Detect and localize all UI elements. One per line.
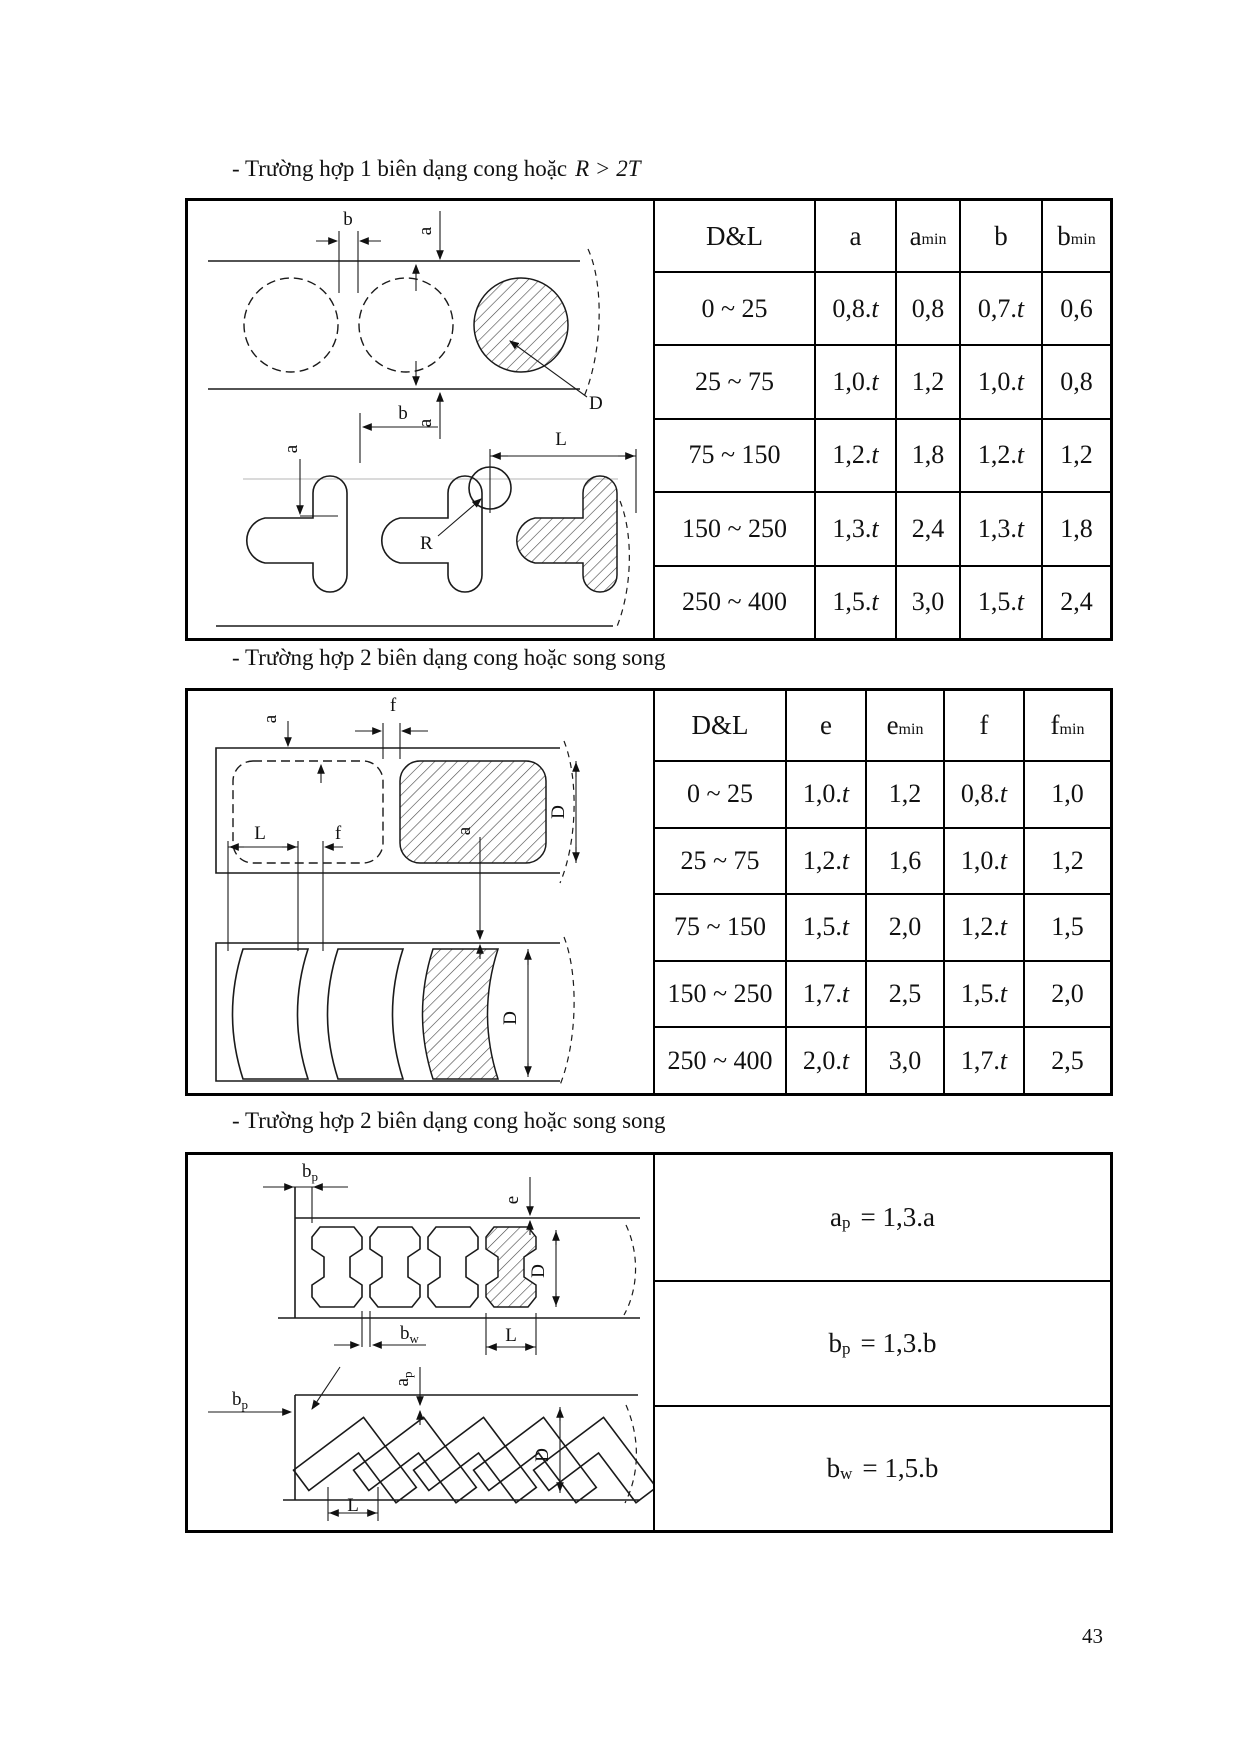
range-cell: 0 ~ 25 [655,760,785,827]
section2-title-text: - Trường hợp 2 biên dạng cong hoặc song song [232,645,666,670]
dim-label-D-top: D [528,1264,549,1278]
dim-label-bp-top: $b_p$ [302,1161,318,1184]
dim-label-a-top: a [415,226,436,236]
value-cell: 3,0 [895,565,959,638]
range-cell: 0 ~ 25 [655,271,814,344]
value-cell: 1,3. t [814,491,895,564]
dim-label-L-bottom: L [347,1495,359,1516]
circular-blanks-strip-diagram [188,201,653,638]
chevron-blanks [291,1409,653,1505]
section2-box [185,688,1113,1096]
range-cell: 25 ~ 75 [655,827,785,894]
arc-segment-blanks [233,949,499,1079]
dim-label-L-top: L [505,1325,517,1346]
dim-label-e: e [502,1195,523,1205]
rounded-blanks [233,761,546,863]
col-header: a min [895,201,959,271]
section2-title [232,645,666,671]
value-cell: 1,5. t [943,960,1023,1027]
value-cell: 1,8 [895,418,959,491]
col-header: f min [1023,691,1110,760]
value-cell: 1,0. t [814,344,895,417]
dim-label-D: D [589,393,603,414]
col-header: b [959,201,1041,271]
value-cell: 1,0. t [943,827,1023,894]
col-header: b min [1041,201,1110,271]
value-cell: 2,0 [865,893,943,960]
value-cell: 1,5 [1023,893,1110,960]
strip-outline [278,1187,640,1503]
dim-label-bp-bottom: $b_p$ [232,1389,248,1412]
dim-label-R: R [420,533,433,554]
section1-title-text: - Trường hợp 1 biên dạng cong hoặc [232,156,568,181]
dim-label-f-bottom: f [334,823,342,844]
range-cell: 75 ~ 150 [655,418,814,491]
value-cell: 1,5. t [785,893,865,960]
range-cell: 75 ~ 150 [655,893,785,960]
section1-box [185,198,1113,641]
value-cell: 1,2 [1023,827,1110,894]
value-cell: 2,5 [865,960,943,1027]
round-blanks [244,278,568,372]
dim-label-L: L [254,823,266,844]
value-cell: 1,5. t [814,565,895,638]
dim-label-b-lower: b [398,403,408,424]
value-cell: 1,7. t [785,960,865,1027]
value-cell: 0,8 [895,271,959,344]
key-shaped-blanks [247,467,617,592]
value-cell: 0,8. t [943,760,1023,827]
value-cell: 1,2 [865,760,943,827]
formula-lhs: a [830,1202,842,1232]
value-cell: 0,6 [1041,271,1110,344]
dogbone-blanks [312,1227,536,1307]
col-header: e min [865,691,943,760]
section3-box [185,1152,1113,1533]
value-cell: 2,4 [895,491,959,564]
col-header: D&L [706,220,763,251]
dim-label-D-top: D [548,805,569,819]
range-cell: 250 ~ 400 [655,1026,785,1093]
value-cell: 2,4 [1041,565,1110,638]
dim-label-f-top: f [389,695,397,716]
range-cell: 150 ~ 250 [655,960,785,1027]
section3-title [232,1108,666,1134]
section3-formula-table [653,1155,1110,1530]
section2-table [653,691,1110,1093]
section1-title [232,156,641,182]
formula-row: b p = 1,3.b [655,1280,1110,1405]
value-cell: 1,0 [1023,760,1110,827]
range-cell: 250 ~ 400 [655,565,814,638]
range-cell: 150 ~ 250 [655,491,814,564]
formula-rhs: = 1,3.b [860,1328,937,1358]
col-header: f [943,691,1023,760]
shaped-blanks-strip-diagram [188,1155,653,1530]
section1-title-math: R > 2T [575,156,641,181]
value-cell: 2,0. t [785,1026,865,1093]
dim-label-a-bottom: a [415,418,436,428]
value-cell: 2,0 [1023,960,1110,1027]
dim-label-L: L [555,429,567,450]
section3-title-text: - Trường hợp 2 biên dạng cong hoặc song song [232,1108,666,1133]
value-cell: 1,2. t [814,418,895,491]
col-header: D&L [691,710,749,740]
formula-rhs: = 1,3.a [860,1202,935,1232]
dim-label-ap: $a_p$ [392,1371,415,1387]
page-number: 43 [1082,1624,1103,1648]
dim-label-a-top: a [260,714,281,724]
value-cell: 1,8 [1041,491,1110,564]
dim-label-a-lower: a [281,444,302,454]
value-cell: 0,7. t [959,271,1041,344]
value-cell: 1,2 [895,344,959,417]
value-cell: 1,7. t [943,1026,1023,1093]
value-cell: 0,8. t [814,271,895,344]
formula-lhs: b [826,1453,841,1483]
value-cell: 1,2. t [943,893,1023,960]
col-header: a [814,201,895,271]
section2-drawing-panel [188,691,653,1093]
value-cell: 1,2. t [785,827,865,894]
value-cell: 1,2 [1041,418,1110,491]
value-cell: 1,6 [865,827,943,894]
range-cell: 25 ~ 75 [655,344,814,417]
formula-row: a p = 1,3.a [830,1202,935,1232]
value-cell: 1,3. t [959,491,1041,564]
section1-table [653,201,1110,638]
value-cell: 0,8 [1041,344,1110,417]
value-cell: 1,5. t [959,565,1041,638]
value-cell: 1,0. t [785,760,865,827]
dim-label-bw: $b_w$ [400,1323,419,1346]
rounded-rect-blanks-strip-diagram [188,691,653,1093]
section1-drawing-panel [188,201,653,638]
value-cell: 2,5 [1023,1026,1110,1093]
dim-label-b: b [343,209,353,230]
dim-label-D-bottom: D [532,1448,553,1462]
value-cell: 1,0. t [959,344,1041,417]
formula-row: b w = 1,5.b [655,1405,1110,1530]
section3-drawing-panel [188,1155,653,1530]
value-cell: 3,0 [865,1026,943,1093]
col-header: e [785,691,865,760]
dim-label-D-bottom: D [500,1011,521,1025]
formula-lhs: b [828,1328,842,1358]
value-cell: 1,2. t [959,418,1041,491]
formula-rhs: = 1,5.b [862,1453,939,1483]
dim-label-a-bottom: a [454,826,475,836]
